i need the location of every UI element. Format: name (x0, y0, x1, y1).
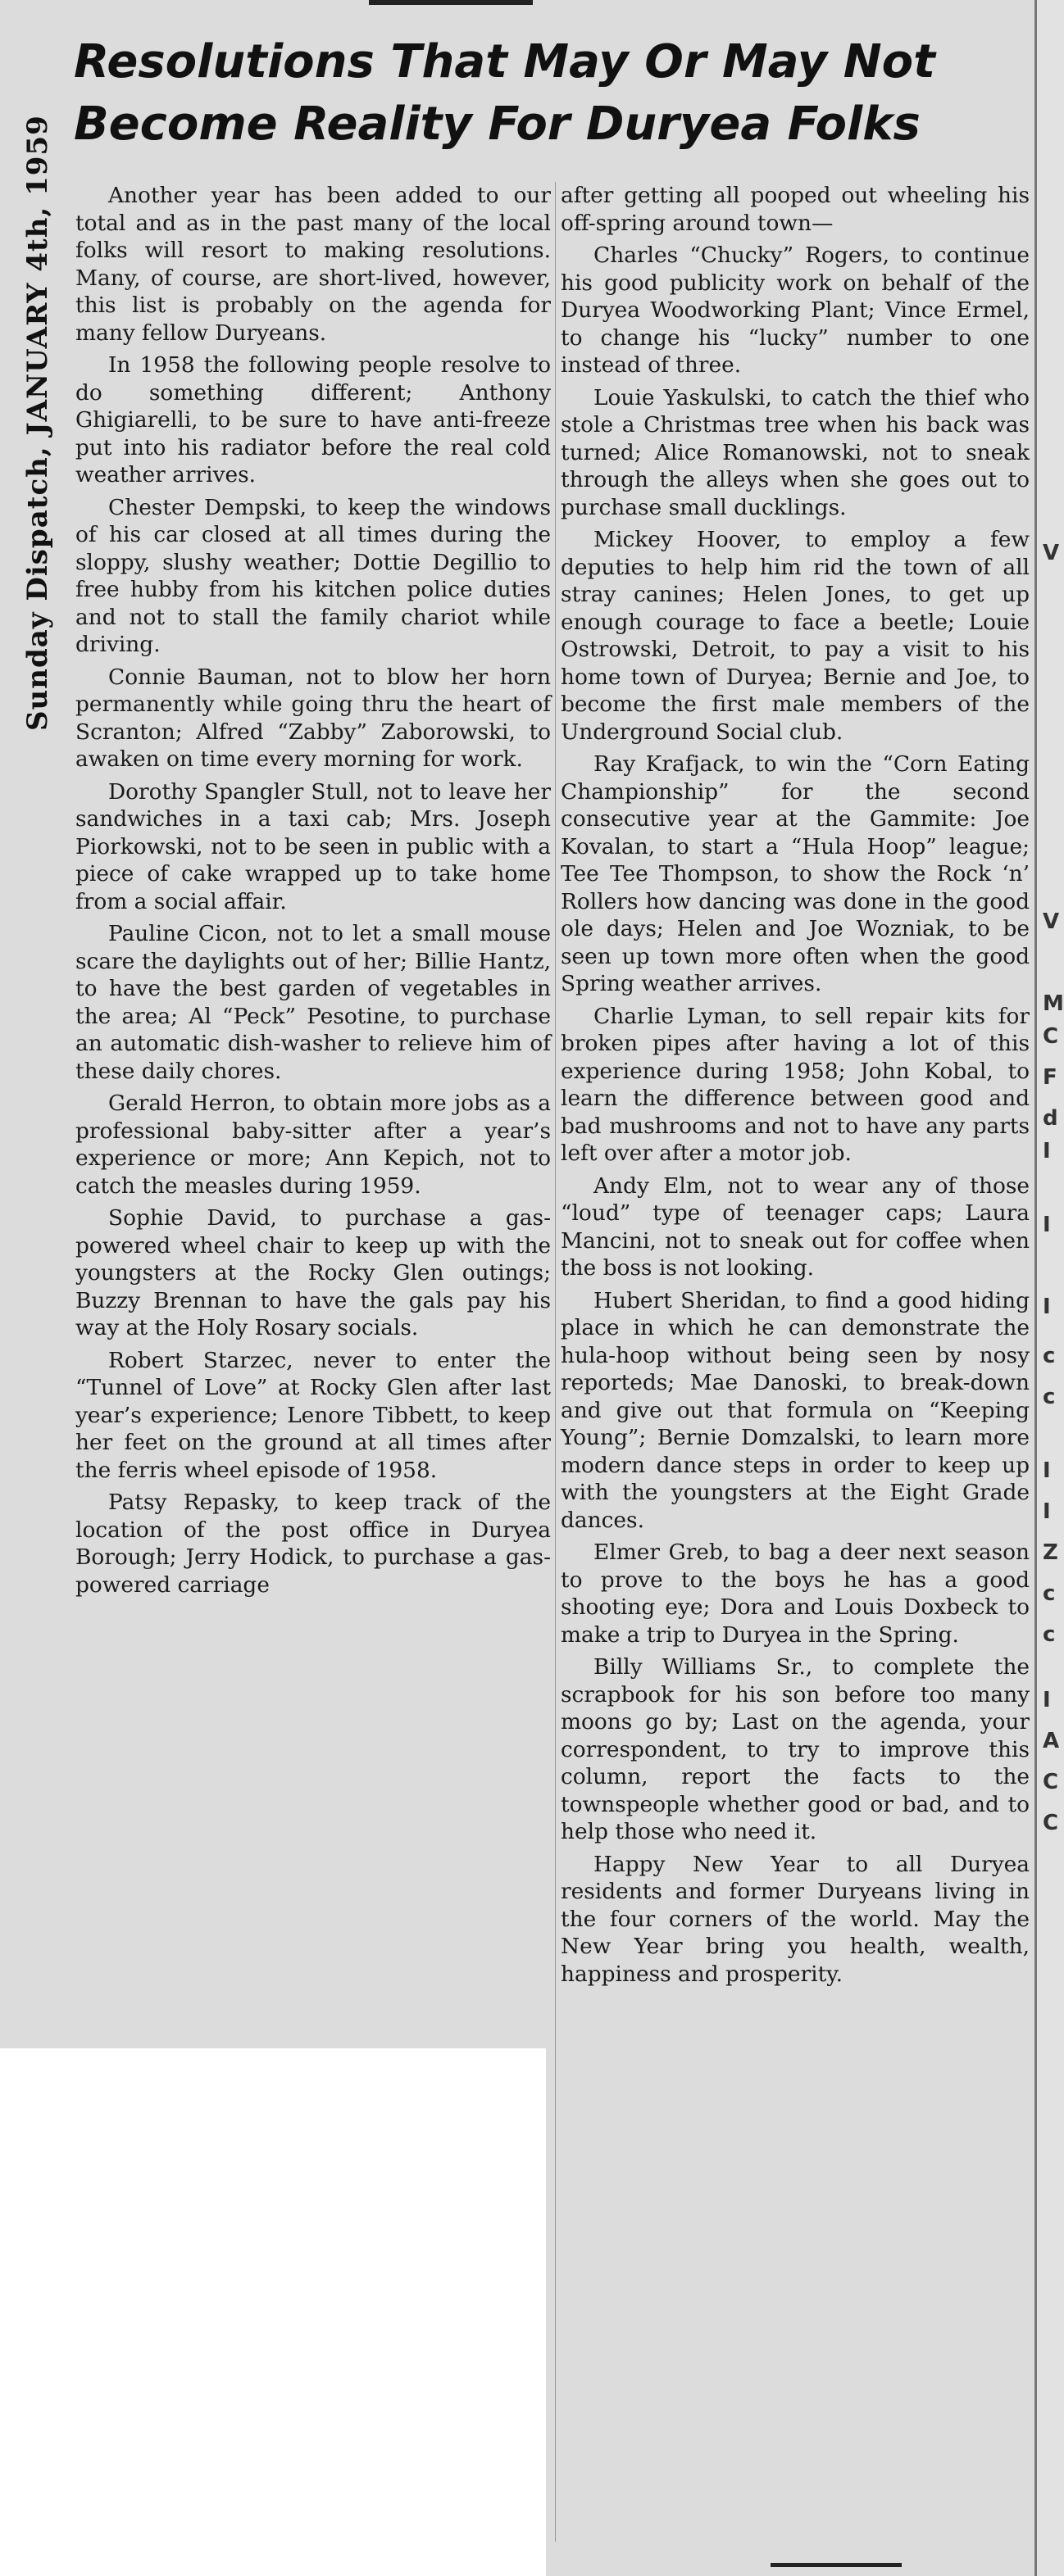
margin-letter: c (1043, 1622, 1056, 1647)
paragraph: Charlie Lyman, to sell repair kits for broken pipes after having a lot of this experience during 1958; John Kobal, to learn the difference between good and bad mushrooms and not to have any parts left over after a motor job. (561, 1003, 1030, 1166)
paragraph: Happy New Year to all Duryea residents and former Duryeans living in the four corners of the world. May the New Year bring you health, wealth, happiness and prosperity. (561, 1851, 1030, 1987)
paragraph: Connie Bauman, not to blow her horn permanently while going thru the heart of Scranton; Alfred “Zabby” Zaborowski, to awaken on time every morning for work. (75, 664, 551, 772)
margin-letter: I (1043, 1499, 1051, 1524)
paragraph: Pauline Cicon, not to let a small mouse scare the daylights out of her; Billie Hantz, to have the best garden of vegetables in the area; Al “Peck” Pesotine, to purchase an automatic dish-washer to relieve him of these daily chores. (75, 921, 551, 1084)
headline-line-1: Resolutions That May Or May Not (74, 35, 935, 88)
paragraph: Sophie David, to purchase a gas-powered wheel chair to keep up with the youngsters at the Rocky Glen outings; Buzzy Brennan to have the gals pay his way at the Holy Rosary socials. (75, 1205, 551, 1340)
adjacent-column-strip (1034, 0, 1064, 2576)
margin-letter: c (1043, 1385, 1056, 1409)
newspaper-clipping-extension (546, 2040, 1034, 2576)
margin-letter: I (1043, 1458, 1051, 1483)
paragraph: Billy Williams Sr., to complete the scrapbook for his son before too many moons go by; Last on the agenda, your correspondent, to try to improve this column, report the facts to the townspeople whether good or bad, and to help those who need it. (561, 1654, 1030, 1844)
paragraph: Ray Krafjack, to win the “Corn Eating Championship” for the second consecutive year at the Gammite: Joe Kovalan, to start a “Hula Hoop” league; Tee Tee Thompson, to show the Rock ‘n’ Rollers how dancing was done in the good ole days; Helen and Joe Wozniak, to be seen up town more often when the good Spring weather arrives. (561, 751, 1030, 996)
margin-letter: A (1043, 1729, 1060, 1753)
paragraph: Charles “Chucky” Rogers, to continue his good publicity work on behalf of the Duryea Woodworking Plant; Vince Ermel, to change his “lucky” number to one instead of three. (561, 243, 1030, 378)
column-divider (555, 182, 556, 2542)
margin-letter: C (1043, 1024, 1059, 1049)
paragraph: Chester Dempski, to keep the windows of his car closed at all times during the sloppy, slushy weather; Dottie Degillio to free hubby from his kitchen police duties and not to stall the family chariot while driving. (75, 494, 551, 657)
paragraph: Patsy Repasky, to keep track of the location of the post office in Duryea Borough; Jerry Hodick, to purchase a gas-powered carriage (75, 1490, 551, 1598)
margin-letter: c (1043, 1581, 1056, 1606)
paragraph: Gerald Herron, to obtain more jobs as a professional baby-sitter after a year’s experience or more; Ann Kepich, not to catch the measles during 1959. (75, 1091, 551, 1199)
margin-letter: I (1043, 1139, 1051, 1163)
paragraph: Another year has been added to our total and as in the past many of the local folks will resort to making resolutions. Many, of course, are short-lived, however, this list is probably on the agenda for many fellow Duryeans. (75, 183, 551, 346)
margin-letter: I (1043, 1295, 1051, 1319)
paragraph: Andy Elm, not to wear any of those “loud” type of teenager caps; Laura Mancini, not to sneak out for coffee when the boss is not looking. (561, 1172, 1030, 1281)
margin-letter: C (1043, 1811, 1059, 1835)
paragraph: Elmer Greb, to bag a deer next season to prove to the boys he has a good shooting eye; Dora and Louis Doxbeck to make a trip to Duryea in the Spring. (561, 1540, 1030, 1648)
bottom-rule (771, 2563, 902, 2567)
margin-letter: I (1043, 1213, 1051, 1237)
headline (74, 31, 1033, 156)
margin-letter: d (1043, 1106, 1058, 1131)
paragraph: Hubert Sheridan, to find a good hiding place in which he can demonstrate the hula-hoop without being seen by nosy reporteds; Mae Danoski, to break-down and give out that formula on “Keeping Young”; Bernie Domzalski, to learn more modern dance steps in order to keep up with the youngsters at the Eight Grade dances. (561, 1287, 1030, 1533)
paragraph: Dorothy Spangler Stull, not to leave her sandwiches in a taxi cab; Mrs. Joseph Piorkowski, not to be seen in public with a piece of cake wrapped up to take home from a social affair. (75, 778, 551, 914)
margin-letter: V (1043, 909, 1060, 934)
dateline: Sunday Dispatch, JANUARY 4th, 1959 (21, 115, 54, 731)
margin-letter: I (1043, 1688, 1051, 1712)
margin-letter: F (1043, 1065, 1057, 1090)
paragraph: Mickey Hoover, to employ a few deputies to help him rid the town of all stray canines; Helen Jones, to get up enough courage to face a beetle; Louie Ostrowski, Detroit, to pay a visit to his home town of Duryea; Bernie and Joe, to become the first male members of the Underground Social club. (561, 527, 1030, 745)
paragraph: Louie Yaskulski, to catch the thief who stole a Christmas tree when his back was turned; Alice Romanowski, not to sneak through the alleys when she goes out to purchase small ducklings. (561, 384, 1030, 520)
paragraph: Robert Starzec, never to enter the “Tunnel of Love” at Rocky Glen after last year’s experience; Lenore Tibbett, to keep her feet on the ground at all times after the ferris wheel episode of 1958. (75, 1347, 551, 1483)
article-column-left (75, 182, 551, 1603)
margin-letter: M (1043, 991, 1064, 1016)
paragraph: after getting all pooped out wheeling his off-spring around town— (561, 183, 1030, 236)
article-column-right (561, 182, 1030, 1993)
margin-letter: c (1043, 1344, 1056, 1368)
margin-letter: V (1043, 541, 1060, 565)
margin-letter: C (1043, 1770, 1059, 1794)
margin-letter: Z (1043, 1540, 1058, 1565)
top-rule (369, 0, 533, 5)
headline-line-2: Become Reality For Duryea Folks (74, 98, 921, 151)
paragraph: In 1958 the following people resolve to do something different; Anthony Ghigiarelli, to be sure to have anti-freeze put into his radiator before the real cold weather arrives. (75, 352, 551, 488)
